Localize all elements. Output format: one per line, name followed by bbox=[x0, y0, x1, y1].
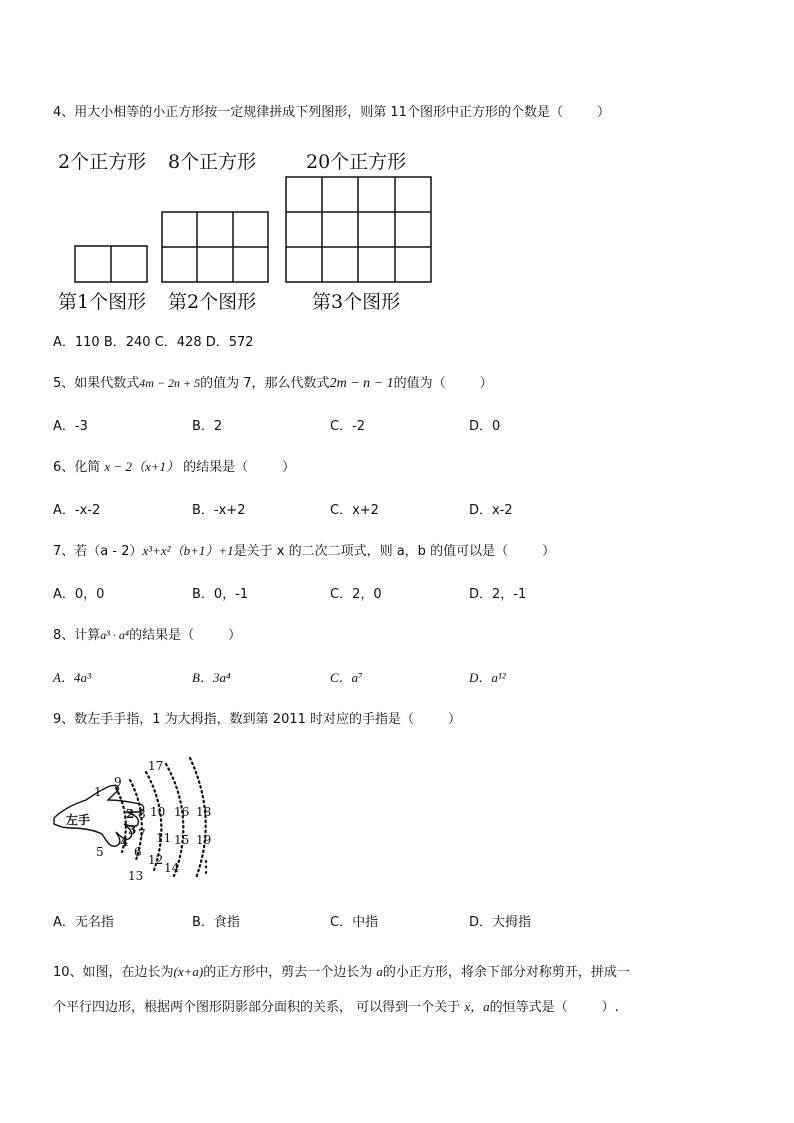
q9-stem-text: 9、数左手手指，1 为大拇指，数到第 2011 时对应的手指是（ bbox=[53, 712, 415, 727]
num-9: 9 bbox=[114, 775, 122, 789]
q6-option-b: B．-x+2 bbox=[192, 503, 246, 518]
q10-text-5: 可以得到一个关于 bbox=[356, 1000, 461, 1015]
num-17: 17 bbox=[148, 759, 164, 773]
q9-hand-figure bbox=[50, 752, 230, 890]
num-4: 4 bbox=[120, 835, 129, 849]
q10-stem-line-2 bbox=[53, 996, 619, 1015]
num-6: 6 bbox=[134, 845, 142, 859]
q4-figure bbox=[50, 142, 440, 317]
q10-text-2: 的正方形中，剪去一个边长为 bbox=[203, 965, 373, 980]
q5-option-c: C．-2 bbox=[330, 419, 366, 434]
num-19: 19 bbox=[196, 833, 212, 847]
q5-stem-close: ） bbox=[479, 376, 493, 391]
num-15: 15 bbox=[174, 833, 190, 847]
q8-option-a bbox=[53, 667, 91, 686]
q7-stem-close: ） bbox=[542, 544, 556, 559]
q8-option-b bbox=[192, 667, 230, 686]
q8-option-d bbox=[469, 667, 506, 686]
q10-text-3: 的小正方形，将余下部分对称剪开，拼成一 bbox=[382, 965, 630, 980]
q5-stem-text: 5、如果代数式 bbox=[53, 376, 140, 391]
q10-expression-1: (x+a) bbox=[173, 964, 204, 979]
num-18: 18 bbox=[196, 805, 212, 819]
q6-stem-text: 6、化简 bbox=[53, 460, 101, 475]
fig1-squares bbox=[75, 246, 147, 282]
q8-option-c bbox=[330, 667, 363, 686]
fig2-name-label: 第2个图形 bbox=[168, 291, 257, 313]
num-2: 2 bbox=[126, 807, 135, 821]
q9-stem bbox=[53, 708, 461, 727]
num-5: 5 bbox=[96, 845, 104, 859]
q8-option-d-text: D．a¹² bbox=[469, 670, 506, 685]
q5-option-a: A．-3 bbox=[53, 419, 88, 434]
q6-expression: x − 2（x+1） bbox=[104, 459, 180, 474]
num-16: 16 bbox=[174, 805, 190, 819]
q9-stem-close: ） bbox=[448, 712, 462, 727]
q4-stem bbox=[53, 101, 610, 120]
q5-expression-2: 2m − n − 1 bbox=[329, 376, 394, 391]
fig2-count-label: 8个正方形 bbox=[168, 151, 257, 173]
num-1: 1 bbox=[94, 785, 102, 799]
q4-options: A．110 B．240 C．428 D．572 bbox=[53, 335, 254, 350]
q10-text-7: ）. bbox=[601, 1000, 619, 1015]
fig2-squares bbox=[162, 212, 268, 282]
finger-numbers bbox=[94, 759, 214, 883]
q8-option-c-text: C．a⁷ bbox=[330, 670, 363, 685]
q7-stem-text-2: 是关于 x 的二次二项式，则 a，b 的值可以是（ bbox=[233, 544, 509, 559]
q4-stem-close: ） bbox=[596, 105, 610, 120]
q6-option-a: A．-x-2 bbox=[53, 503, 101, 518]
fig3-squares bbox=[286, 177, 431, 282]
q5-option-d: D．0 bbox=[469, 419, 501, 434]
fig3-count-label: 20个正方形 bbox=[306, 151, 407, 173]
q6-stem-text-2: 的结果是（ bbox=[183, 460, 249, 475]
q4-stem-text: 4、用大小相等的小正方形按一定规律拼成下列图形，则第 11个图形中正方形的个数是（ bbox=[53, 105, 563, 120]
q8-stem-text: 8、计算 bbox=[53, 628, 101, 643]
q8-option-b-text: B．3a⁴ bbox=[192, 670, 231, 685]
q9-option-b: B．食指 bbox=[192, 915, 240, 930]
num-7: 7 bbox=[138, 827, 146, 841]
q7-stem-text: 7、若（a - 2） bbox=[53, 544, 143, 559]
q10-text-6: 的恒等式是（ bbox=[489, 1000, 568, 1015]
q5-expression-1: 4m − 2n + 5 bbox=[139, 376, 201, 390]
q10-stem-line-1 bbox=[53, 961, 630, 980]
num-11: 11 bbox=[156, 831, 172, 845]
q6-stem bbox=[53, 456, 295, 475]
q6-option-c: C．x+2 bbox=[330, 503, 379, 518]
q10-text-1: 10、如图，在边长为 bbox=[53, 965, 174, 980]
q9-option-a: A．无名指 bbox=[53, 915, 114, 930]
q10-expression-2: a bbox=[376, 964, 383, 979]
q9-option-c: C．中指 bbox=[330, 915, 379, 930]
q5-option-b: B．2 bbox=[192, 419, 223, 434]
q10-expression-3: x，a bbox=[464, 999, 490, 1014]
fig1-name-label: 第1个图形 bbox=[58, 291, 147, 313]
num-3: 3 bbox=[128, 823, 137, 837]
q8-option-a-text: A．4a³ bbox=[53, 670, 91, 685]
q5-stem bbox=[53, 372, 493, 392]
q7-expression: x³+x²（b+1）+1 bbox=[142, 543, 234, 558]
q6-stem-close: ） bbox=[282, 460, 296, 475]
num-12: 12 bbox=[148, 853, 164, 867]
q7-option-d: D．2，-1 bbox=[469, 587, 527, 602]
q8-expression: a³ · a⁴ bbox=[100, 628, 130, 642]
q8-stem-text-2: 的结果是（ bbox=[129, 628, 195, 643]
q8-stem-close: ） bbox=[228, 628, 242, 643]
num-13: 13 bbox=[128, 869, 144, 883]
q9-option-d: D．大拇指 bbox=[469, 915, 532, 930]
fig3-name-label: 第3个图形 bbox=[312, 291, 401, 313]
q5-stem-text-2: 的值为 7，那么代数式 bbox=[200, 376, 330, 391]
q7-option-a: A．0，0 bbox=[53, 587, 105, 602]
num-8: 8 bbox=[138, 807, 146, 821]
num-14: 14 bbox=[164, 861, 180, 875]
q10-text-4: 个平行四边形，根据两个图形阴影部分面积的关系， bbox=[53, 1000, 353, 1015]
fig1-count-label: 2个正方形 bbox=[58, 151, 147, 173]
hand-label: 左手 bbox=[66, 813, 91, 827]
q7-option-b: B．0，-1 bbox=[192, 587, 249, 602]
q8-stem bbox=[53, 624, 241, 643]
q7-stem bbox=[53, 540, 555, 559]
continuation-dots: ⋮ bbox=[198, 857, 214, 876]
q7-option-c: C．2，0 bbox=[330, 587, 382, 602]
q6-option-d: D．x-2 bbox=[469, 503, 513, 518]
q5-stem-text-3: 的值为（ bbox=[393, 376, 446, 391]
num-10: 10 bbox=[150, 805, 166, 819]
